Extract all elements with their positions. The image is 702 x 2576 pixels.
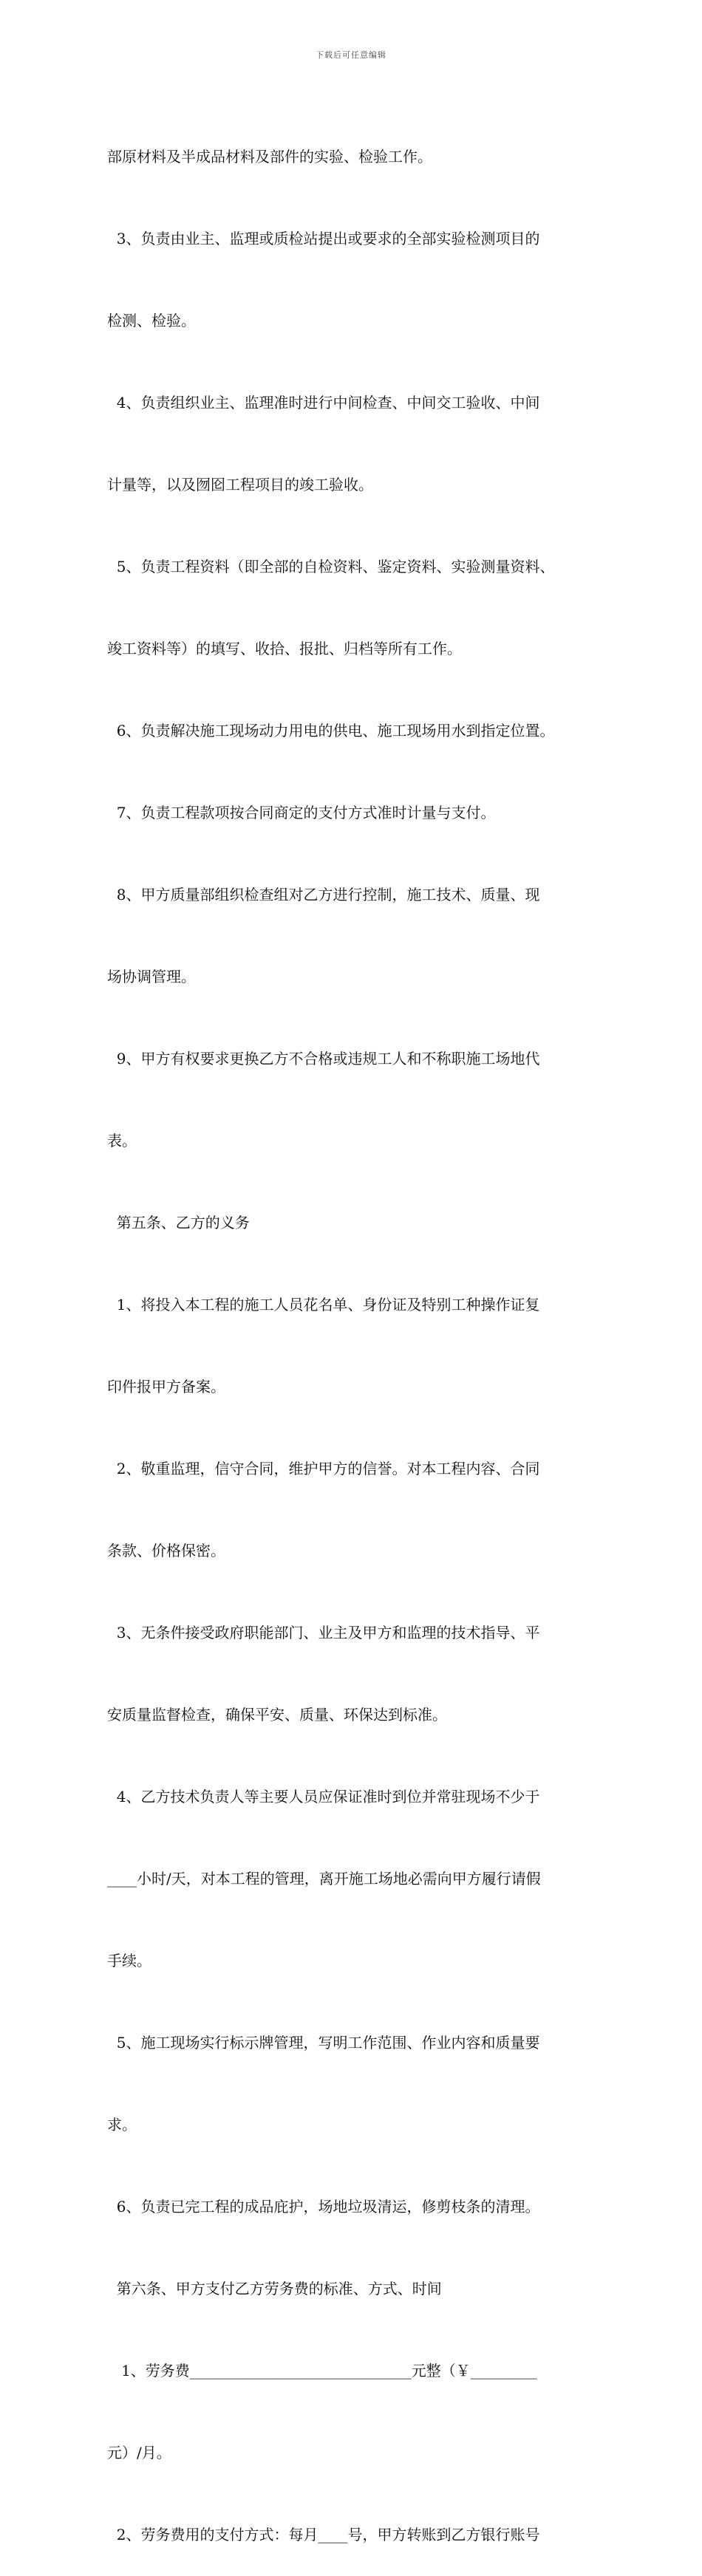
text-line: 2、敬重监理，信守合同，维护甲方的信誉。对本工程内容、合同 [107,1460,540,1477]
text-line: 场协调管理。 [107,968,196,985]
text-line: 5、施工现场实行标示牌管理，写明工作范围、作业内容和质量要 [107,2034,540,2051]
text-line: 3、无条件接受政府职能部门、业主及甲方和监理的技术指导、平 [107,1624,540,1641]
text-line: 1、将投入本工程的施工人员花名单、身份证及特别工种操作证复 [107,1296,540,1313]
text-line: 手续。 [107,1952,151,1969]
section-heading: 第六条、甲方支付乙方劳务费的标准、方式、时间 [107,2280,442,2297]
text-line: ____小时/天，对本工程的管理，离开施工场地必需向甲方履行请假 [107,1870,541,1887]
text-line: 9、甲方有权要求更换乙方不合格或违规工人和不称职施工场地代 [107,1050,540,1067]
text-line: 3、负责由业主、监理或质检站提出或要求的全部实验检测项目的 [107,230,540,247]
text-line: 1、劳务费______________________________元整（￥_________ [107,2362,537,2379]
text-line: 安质量监督检查，确保平安、质量、环保达到标准。 [107,1706,447,1723]
text-line: 4、负责组织业主、监理准时进行中间检查、中间交工验收、中间 [107,394,540,411]
text-line: 2、劳务费用的支付方式：每月____号，甲方转账到乙方银行账号 [107,2526,540,2543]
text-line: 部原材料及半成品材料及部件的实验、检验工作。 [107,148,432,165]
text-line: 表。 [107,1132,137,1149]
text-line: 条款、价格保密。 [107,1542,225,1559]
text-line: 8、甲方质量部组织检查组对乙方进行控制，施工技术、质量、现 [107,886,540,903]
text-line: 印件报甲方备案。 [107,1378,225,1395]
page-header: 下载后可任意编辑 [316,50,386,60]
document-body [107,89,599,2576]
text-line: 4、乙方技术负责人等主要人员应保证准时到位并常驻现场不少于 [107,1788,540,1805]
text-line: 7、负责工程款项按合同商定的支付方式准时计量与支付。 [107,804,496,821]
text-line: 计量等，以及囫囵工程项目的竣工验收。 [107,476,373,493]
text-line: 检测、检验。 [107,312,196,329]
text-line: 6、负责解决施工现场动力用电的供电、施工现场用水到指定位置。 [107,722,555,739]
text-line: 元）/月。 [107,2444,171,2461]
text-line: 6、负责已完工程的成品庇护，场地垃圾清运，修剪枝条的清理。 [107,2198,540,2215]
section-heading: 第五条、乙方的义务 [107,1214,250,1231]
text-line: 竣工资料等）的填写、收拾、报批、归档等所有工作。 [107,640,462,657]
text-line: 5、负责工程资料（即全部的自检资料、鉴定资料、实验测量资料、 [107,558,555,575]
text-line: 求。 [107,2116,137,2133]
